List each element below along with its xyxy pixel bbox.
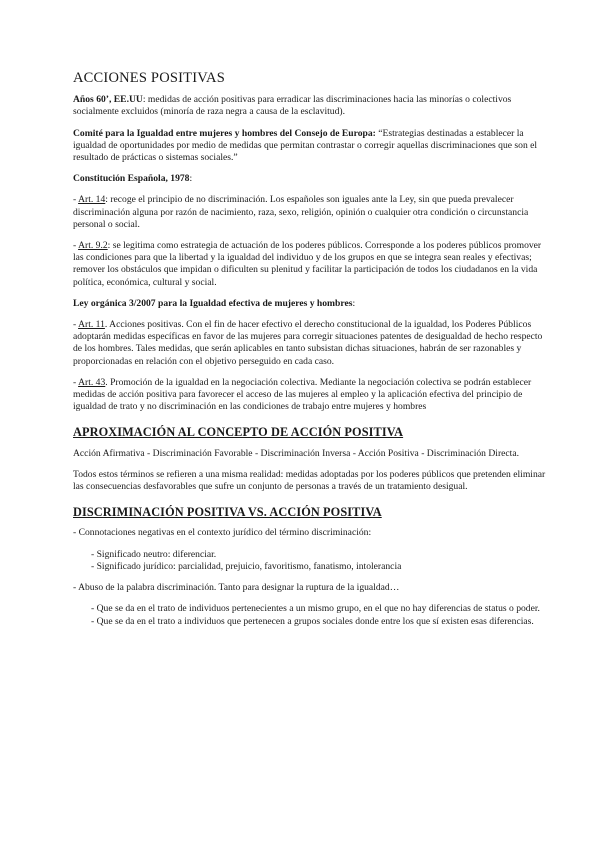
consejo-text: “Estrategias destinadas a establecer la igualdad de oportunidades por medio de medidas que permitan contrastar o corregir aquellas discriminaciones que son el resultado de prácticas o sistemas sociales.” xyxy=(73,127,538,164)
section-heading-aproximacion: APROXIMACIÓN AL CONCEPTO DE ACCIÓN POSITIVA xyxy=(73,425,404,440)
art-9-2-link: Art. 9.2 xyxy=(78,240,108,252)
art-11-text: . Acciones positivas. Con el fin de hacer efectivo el derecho constitucional de la igualdad, los Poderes Públicos adoptarán medidas específicas en favor de las mujeres para corregir situaciones patentes de desigualdad de hecho respecto de los hombres. Tales medidas, que serán aplicables en tanto subsistan dichas situaciones, habrán de ser razonables y proporcionadas en relación con el objetivo perseguido en cada caso. xyxy=(73,319,543,367)
paragraph-terminos: Acción Afirmativa - Discriminación Favorable - Discriminación Inversa - Acción Positiva - Discriminación Directa. xyxy=(73,447,519,459)
art-14-link: Art. 14 xyxy=(78,194,106,206)
paragraph-eeuu xyxy=(73,94,552,118)
art-43-prefix: - xyxy=(73,376,79,388)
list-item-neutro: - Significado neutro: diferenciar. xyxy=(91,548,217,560)
paragraph-abuso: - Abuso de la palabra discriminación. Tanto para designar la ruptura de la igualdad… xyxy=(73,582,400,594)
list-item-mismo-grupo: - Que se da en el trato de individuos pertenecientes a un mismo grupo, en el que no hay diferencias de status o poder. xyxy=(91,603,540,615)
art-9-2-text: : se legitima como estrategia de actuación de los poderes públicos. Corresponde a los poderes públicos promover las condiciones para que la libertad y la igualdad del individuo y de los grupos en que se integra sean reales y efectivas; remover los obstáculos que impidan o dificulten su plenitud y facilitar la participación de todos los ciudadanos en la vida política, económica, cultural y social. xyxy=(73,240,542,288)
paragraph-ley-organica xyxy=(73,298,552,310)
art-14-text: : recoge el principio de no discriminación. Los españoles son iguales ante la Ley, sin que pueda prevalecer discriminación alguna por razón de nacimiento, raza, sexo, religión, opinión o cualquier otra condición o circunstancia personal o social. xyxy=(73,194,529,230)
art-9-2-prefix: - xyxy=(73,240,79,252)
list-item-juridico: - Significado jurídico: parcialidad, prejuicio, favoritismo, fanatismo, intolerancia xyxy=(91,560,402,572)
consejo-heading: Comité para la Igualdad entre mujeres y hombres del Consejo de Europa: xyxy=(73,127,376,139)
list-item-grupos-sociales: - Que se da en el trato a individuos que pertenecen a grupos sociales donde entre los que sí existen esas diferencias. xyxy=(91,615,534,627)
page-title: ACCIONES POSITIVAS xyxy=(73,70,225,86)
art-14-prefix: - xyxy=(73,194,79,206)
art-11-link: Art. 11 xyxy=(78,319,105,331)
art-11-prefix: - xyxy=(73,319,79,331)
paragraph-consejo-europa xyxy=(73,128,552,165)
eeuu-heading: Años 60’, EE.UU xyxy=(73,94,143,106)
paragraph-art-9-2 xyxy=(73,240,552,289)
paragraph-art-11 xyxy=(73,319,552,368)
eeuu-text: : medidas de acción positivas para erradicar las discriminaciones hacia las minorías o colectivos socialmente excluidos (minoría de raza negra a causa de la esclavitud). xyxy=(73,94,512,118)
ley-organica-heading: Ley orgánica 3/2007 para la Igualdad efectiva de mujeres y hombres xyxy=(73,297,353,309)
constitucion-heading: Constitución Española, 1978 xyxy=(73,173,190,185)
art-43-text: . Promoción de la igualdad en la negociación colectiva. Mediante la negociación colectiva se podrán establecer medidas de acción positiva para favorecer el acceso de las mujeres al empleo y la aplicación efectiva del principio de igualdad de trato y no discriminación en las condiciones de trabajo entre mujeres y hombres xyxy=(73,376,532,413)
art-43-link: Art. 43 xyxy=(78,376,106,388)
paragraph-todos-terminos: Todos estos términos se refieren a una misma realidad: medidas adoptadas por los poderes públicos que pretenden eliminar las consecuencias desfavorables que sufre un conjunto de personas a través de un tratamiento desigual. xyxy=(73,468,546,493)
paragraph-art-14 xyxy=(73,194,552,231)
paragraph-art-43 xyxy=(73,377,552,414)
paragraph-connotaciones: - Connotaciones negativas en el contexto jurídico del término discriminación: xyxy=(73,527,372,539)
paragraph-constitucion xyxy=(73,173,552,185)
constitucion-colon: : xyxy=(189,173,193,185)
section-heading-discriminacion: DISCRIMINACIÓN POSITIVA VS. ACCIÓN POSITIVA xyxy=(73,505,382,520)
ley-organica-colon: : xyxy=(352,297,356,309)
